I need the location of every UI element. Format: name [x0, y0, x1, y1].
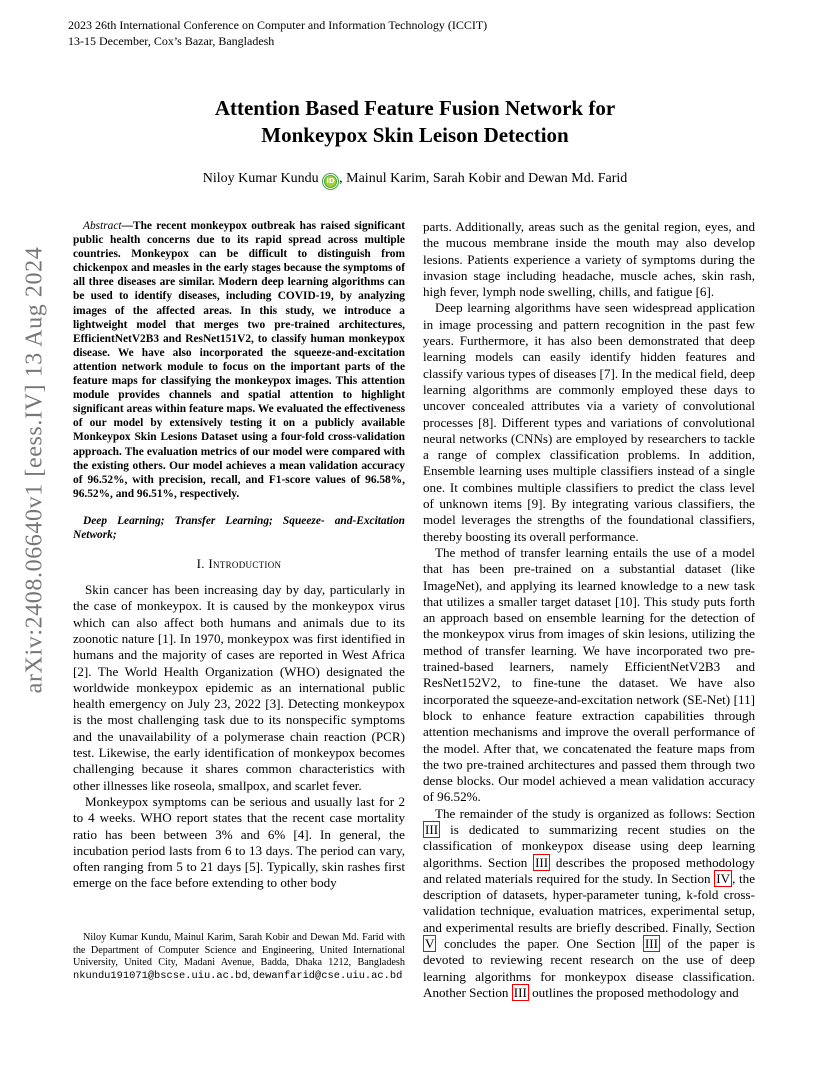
email-link[interactable]: dewanfarid@cse.uiu.ac.bd: [252, 970, 403, 983]
orcid-icon[interactable]: iD: [324, 175, 337, 188]
section-link[interactable]: III: [535, 854, 549, 870]
conference-name: 2023 26th International Conference on Computer and Information Technology (ICCIT): [68, 18, 488, 32]
abstract-label: Abstract: [83, 220, 122, 232]
section-link[interactable]: III: [644, 936, 659, 952]
section-link[interactable]: III: [425, 821, 439, 837]
footnote-text: Niloy Kumar Kundu, Mainul Karim, Sarah Kobir and Dewan Md. Farid with the Department of Computer Science and Engineering, United International University, United City, Madani Avenue, Badda, Dhaka 1212, Bangladesh: [73, 932, 405, 969]
affiliation-footnote: [73, 932, 405, 983]
left-column: [73, 219, 405, 892]
index-terms: Deep Learning; Transfer Learning; Squeeze- and-Excitation Network;: [73, 514, 405, 541]
intro-paragraph-1: Skin cancer has been increasing day by day, particularly in the case of monkeypox. It is caused by the monkeypox virus which can also affect both humans and animals due to its zoonotic nature [1]. In 1970, monkeypox was first identified in humans and the majority of cases are reported in West Africa [2]. The World Health Organization (WHO) designated the worldwide monkeypox epidemic as an international public health emergency on July 23, 2022 [3]. Detecting monkeypox is the most challenging task due to its nonspecific symptoms and the unavailability of a polymerase chain reaction (PCR) test. Likewise, the early identification of monkeypox becomes challenging because it shares common characteristics with other illnesses like roseola, smallpox, and scarlet fever.: [73, 582, 405, 793]
text-run: outlines the proposed methodology and: [528, 984, 739, 1000]
intro-paragraph-2-continued: parts. Additionally, areas such as the genital region, eyes, and the mucous membrane inside the mouth may also develop lesions. Patients experience a variety of symptoms during the invasion stage including headache, muscle aches, skin rash, high fever, lymph node swelling, chills, and fatigue [6].: [423, 219, 755, 300]
email-link[interactable]: nkundu191071@bscse.uiu.ac.bd: [73, 970, 248, 983]
section-heading-introduction: I. Introduction: [196, 556, 282, 572]
intro-paragraph-3: Deep learning algorithms have seen widespread application in image processing and pattern recognition in the past few years. Furthermore, it has also been demonstrated that deep learning models can easily identify hidden features and classify various types of diseases [7]. In the medical field, deep learning algorithms are commonly employed these days to uncover concealed attributes via a variety of convolutional processes [8]. Different types and variations of convolutional neural networks (CNNs) are employed by researchers to tackle a range of complex classification problems. In addition, Ensemble learning uses multiple classifiers instead of a single one. It combines multiple classifiers to predict the class level of unknown items [9]. By integrating various classifiers, the model leverages the strengths of the foundational classifiers, thereby boosting its overall performance.: [423, 300, 755, 544]
intro-paragraph-4: The method of transfer learning entails the use of a model that has been pre-trained on a substantial dataset (like ImageNet), and applying its learned knowledge to a new task that utilizes a smaller target dataset [10]. This study puts forth an approach based on ensemble learning for the detection of the monkeypox virus from images of skin lesions, utilizing the method of transfer learning. We have incorporated two pre-trained-based learners, namely EfficientNetV2B3 and ResNet152V2, to fine-tune the dataset. We have also incorporated the squeeze-and-excitation network (SE-Net) [11] block to enhance feature extraction capabilities through attention mechanisms and improve the overall performance of the model. After that, we concatenated the feature maps from the two pre-trained architectures and passed them through two dense blocks. Our model achieved a mean validation accuracy of 96.52%.: [423, 544, 755, 805]
text-run: describes the proposed methodology and related materials required for the study. In Section: [423, 854, 755, 886]
abstract: [73, 219, 405, 501]
intro-paragraph-2: Monkeypox symptoms can be serious and usually last for 2 to 4 weeks. WHO report states that the recent case mortality ratio has been between 3% and 6% [4]. In general, the incubation period lasts from 6 to 13 days. The period can vary, often ranging from 5 to 21 days [5]. Typically, skin rashes first emerge on the face before extending to other body: [73, 793, 405, 891]
intro-paragraph-5: [423, 806, 755, 1002]
text-run: of the paper is devoted to reviewing recent research on the use of deep learning algorithms for monkeypox disease classification. Another Section: [423, 936, 756, 1000]
right-column: [423, 219, 755, 1001]
arxiv-watermark: [18, 246, 52, 694]
conference-dates: 13-15 December, Cox’s Bazar, Bangladesh: [68, 33, 275, 48]
text-run: is dedicated to summarizing recent studies on the classification of monkeypox disease using deep learning algorithms. Section: [423, 821, 755, 870]
footnote-separator: ,: [247, 970, 253, 982]
author-list: [70, 171, 760, 188]
paper-title: [70, 95, 760, 149]
section-link[interactable]: IV: [716, 870, 731, 886]
conference-header: [68, 18, 487, 49]
author-first: Niloy Kumar Kundu: [202, 171, 319, 186]
text-run: concludes the paper. One Section: [436, 936, 643, 952]
text-run: , the description of datasets, hyper-parameter tuning, k-fold cross-validation technique, evaluation matrices, experimental setup, and experimental results are briefly described. Finally, Section: [423, 870, 755, 935]
title-line-2: Monkeypox Skin Leison Detection: [261, 123, 569, 147]
text-run: The remainder of the study is organized as follows: Section: [435, 805, 755, 821]
section-link[interactable]: III: [513, 984, 527, 1000]
author-rest: , Mainul Karim, Sarah Kobir and Dewan Md. Farid: [339, 171, 628, 186]
section-link[interactable]: V: [425, 936, 435, 952]
abstract-text: —The recent monkeypox outbreak has raised significant public health concerns due to its rapid spread across multiple countries. Monkeypox can be difficult to distinguish from chickenpox and measles in the early stages because the symptoms of all three diseases are similar. Modern deep learning algorithms can be used to identify diseases, including COVID-19, by analyzing images of the affected areas. In this study, we introduce a lightweight model that merges two pre-trained architectures, EfficientNetV2B3 and ResNet151V2, to classify human monkeypox disease. We have also incorporated the squeeze-and-excitation attention network module to focus on the important parts of the feature maps for classifying the monkeypox images. This attention module provides channels and spatial attention to highlight significant areas within feature maps. We evaluated the effectiveness of our model by extensively testing it on a publicly available Monkeypox Skin Lesions Dataset using a four-fold cross-validation approach. The evaluation metrics of our model were compared with the existing others. Our model achieves a mean validation accuracy of 96.52%, with precision, recall, and F1-score values of 96.58%, 96.52%, and 96.51%, respectively.: [73, 220, 405, 500]
arxiv-id[interactable]: arXiv:2408.06640v1 [eess.IV] 13 Aug 2024: [21, 246, 48, 694]
title-line-1: Attention Based Feature Fusion Network for: [214, 96, 616, 120]
